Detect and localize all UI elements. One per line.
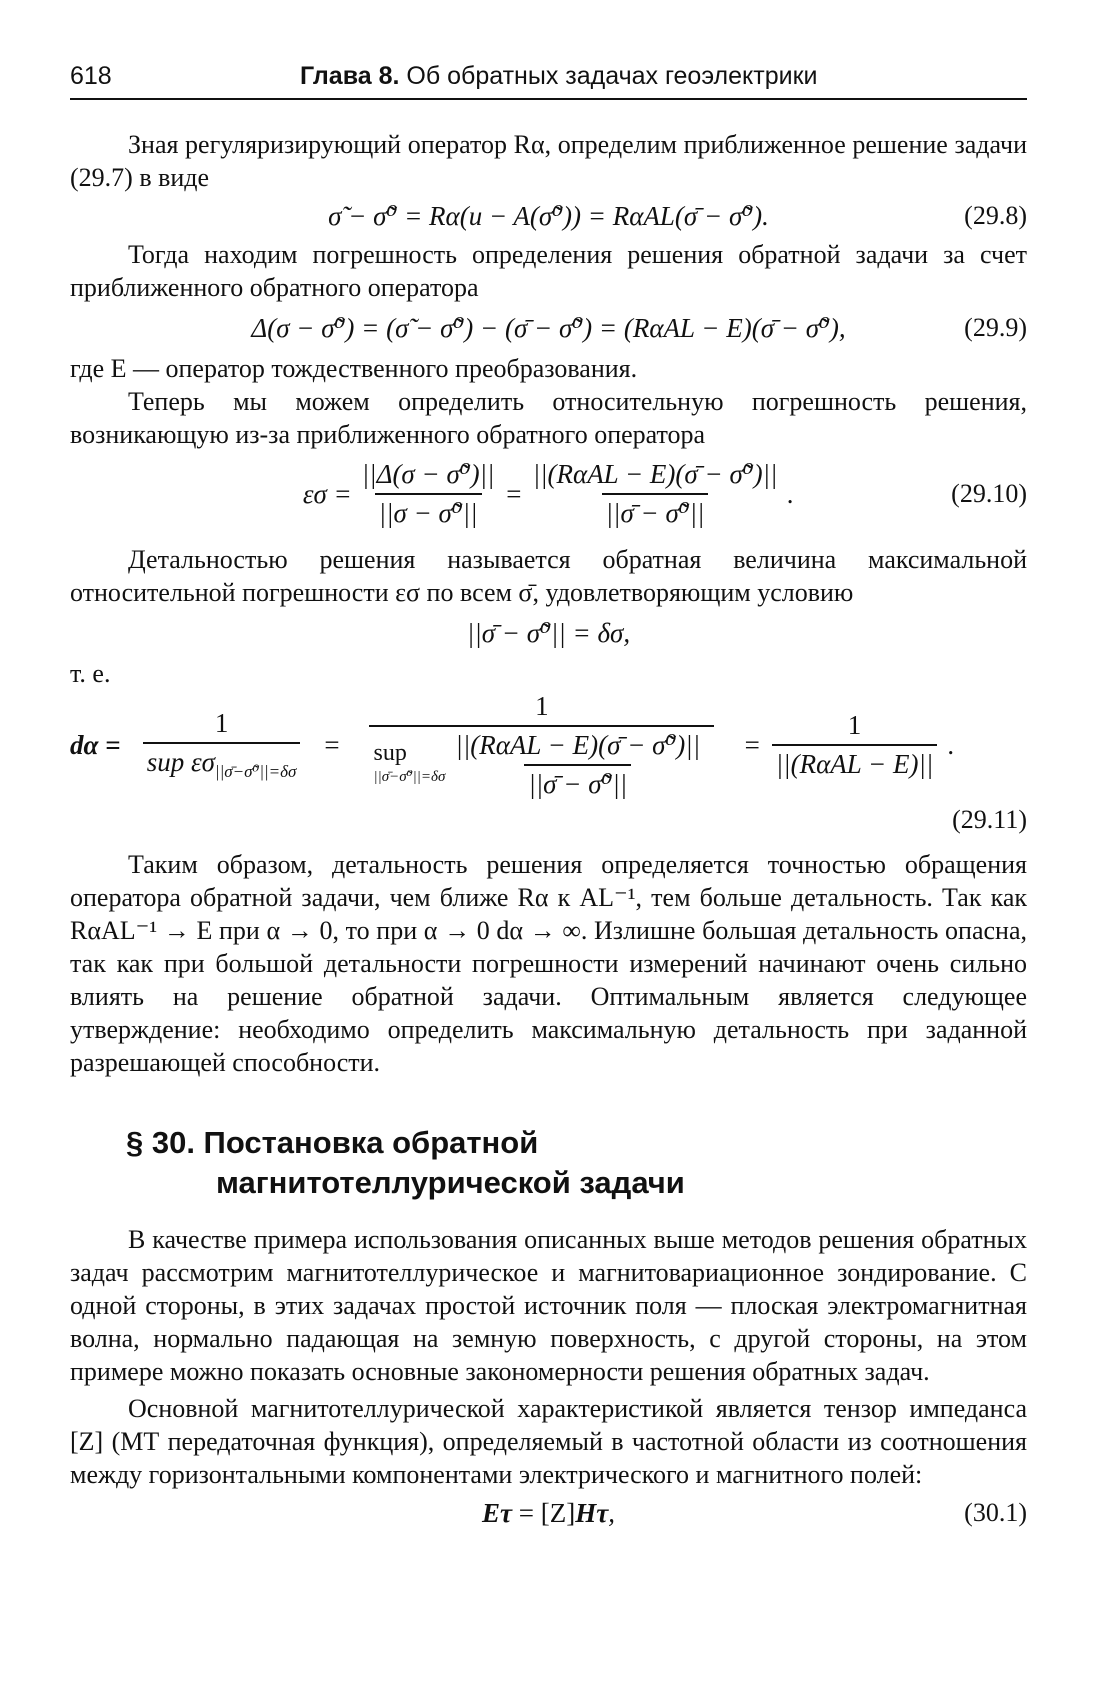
equation-30-1-tail: , [608,1497,615,1528]
running-header [70,58,1027,100]
fraction-b-numerator: 1 [535,690,549,721]
fraction-c-numerator: 1 [847,710,862,740]
paragraph-4: Теперь мы можем определить относительную погрешность решения, возникающую из-за приближенного обратного оператора [70,387,1027,449]
fraction-2 [529,459,782,529]
chapter-title: Об обратных задачах геоэлектрики [406,62,818,90]
paragraph-7: Таким образом, детальность решения определяется точностью обращения оператора обратной задачи, чем ближе Rα к AL⁻¹, тем больше детальность. Так как RαAL⁻¹ → E при α → 0, то при α → 0 dα → ∞. Излишне большая детальность опасна, так как при большой детальности погрешности измерений начинают очень сильно влиять на решение обратной задачи. Оптимальным является следующее утверждение: необходимо определить максимальную детальность при заданной разрешающей способности. [70,850,1027,1077]
equation-30-1-rhs: Hτ [575,1497,609,1528]
equation-29-10-tail: . [787,478,795,509]
equation-29-10-number: (29.10) [951,479,1027,508]
fraction-2-numerator: ||(RαAL − E)(σ̄ − σ̃⁰)|| [532,459,778,489]
fraction-a-denominator [143,742,301,782]
fraction-c-denominator: ||(RαAL − E)|| [772,744,938,780]
equals-sign-2: = [742,729,762,760]
equation-29-9-expr: Δ(σ − σ̃⁰) = (σ̃ − σ̃⁰) − (σ̄ − σ̃⁰) = (RαAL − E)(σ̄ − σ̃⁰), [251,312,846,343]
condition-expr: ||σ̄ − σ̃⁰|| = δσ, [466,617,631,648]
paragraph-8: В качестве примера использования описанных выше методов решения обратных задач рассмотрим магнитотеллурическое и магнитовариационное зондирование. С одной стороны, в этих задачах простой источник поля — плоская электромагнитная волна, нормально падающая на земную поверхность, с другой стороны, на этом примере можно показать основные закономерности решения обратных задач. [70,1225,1027,1386]
fraction-1-numerator: ||Δ(σ − σ̃⁰)|| [361,459,495,489]
fraction-a [127,708,317,782]
paragraph-1: Зная регуляризирующий оператор Rα, определим приближенное решение задачи (29.7) в виде [70,130,1027,192]
equation-29-10-lhs: εσ = [302,478,352,509]
paragraph-3: где E — оператор тождественного преобразования. [70,354,638,383]
fraction-c [767,710,942,780]
section-heading-line-2: магнитотеллурической задачи [216,1165,685,1200]
inner-fraction [451,730,704,800]
equation-30-1-number: (30.1) [964,1498,1027,1527]
equation-29-9 [70,304,1027,352]
equation-29-11-lhs: dα = [70,729,121,760]
sup-word: sup [373,739,407,766]
sup-epsilon-sub: ||σ̄−σ̃⁰||=δσ [214,762,297,781]
equation-29-11-tail: . [948,729,955,760]
equation-29-9-number: (29.9) [964,313,1027,342]
equation-29-8-number: (29.8) [964,201,1027,230]
fraction-a-numerator: 1 [214,708,229,738]
fraction-1-denominator: ||σ − σ̃⁰|| [375,493,482,529]
paragraph-2: Тогда находим погрешность определения решения обратной задачи за счет приближенного обратного оператора [70,240,1027,302]
sup-operator [373,741,445,789]
fraction-b-denominator [369,725,714,800]
section-heading-line-1: § 30. Постановка обратной [126,1125,539,1160]
equation-29-8 [70,194,1027,238]
page-number: 618 [70,62,112,90]
chapter-label: Глава 8. [300,62,400,90]
equation-30-1 [70,1491,1027,1535]
paragraph-5: Детальностью решения называется обратная величина максимальной относительной погрешности εσ по всем σ̄, удовлетворяющим условию [70,545,1027,607]
equals-sign: = [504,478,523,509]
equation-30-1-mid: = [Z] [512,1497,576,1528]
equation-29-11-number: (29.11) [952,805,1027,834]
equation-29-8-expr: σ̃ − σ̃⁰ = Rα(u − A(σ̃⁰)) = RαAL(σ̄ − σ̃⁰). [328,200,769,231]
sup-epsilon: sup εσ [146,747,215,777]
fraction-1 [358,459,499,529]
sup-subscript: ||σ̄−σ̃⁰||=δσ [373,768,446,785]
equation-29-10 [70,451,1027,537]
equation-30-1-lhs: Eτ [482,1497,513,1528]
section-heading [126,1123,1027,1203]
equation-29-11 [70,690,1027,800]
page [70,58,1027,1535]
fraction-b [347,691,737,800]
equals-sign-1: = [322,729,341,760]
paragraph-9: Основной магнитотеллурической характеристикой является тензор импеданса [Z] (МТ передаточная функция), определяемый в частотной области из соотношения между горизонтальными компонентами электрического и магнитного полей: [70,1394,1027,1489]
equation-29-11-number-row [70,800,1027,840]
inner-denominator: ||σ̄ − σ̃⁰|| [524,764,631,800]
paragraph-6: т. е. [70,659,111,688]
inner-numerator: ||(RαAL − E)(σ̄ − σ̃⁰)|| [455,729,701,760]
chapter-heading [300,62,817,91]
fraction-2-denominator: ||σ̄ − σ̃⁰|| [602,493,709,529]
condition-equation [70,609,1027,657]
